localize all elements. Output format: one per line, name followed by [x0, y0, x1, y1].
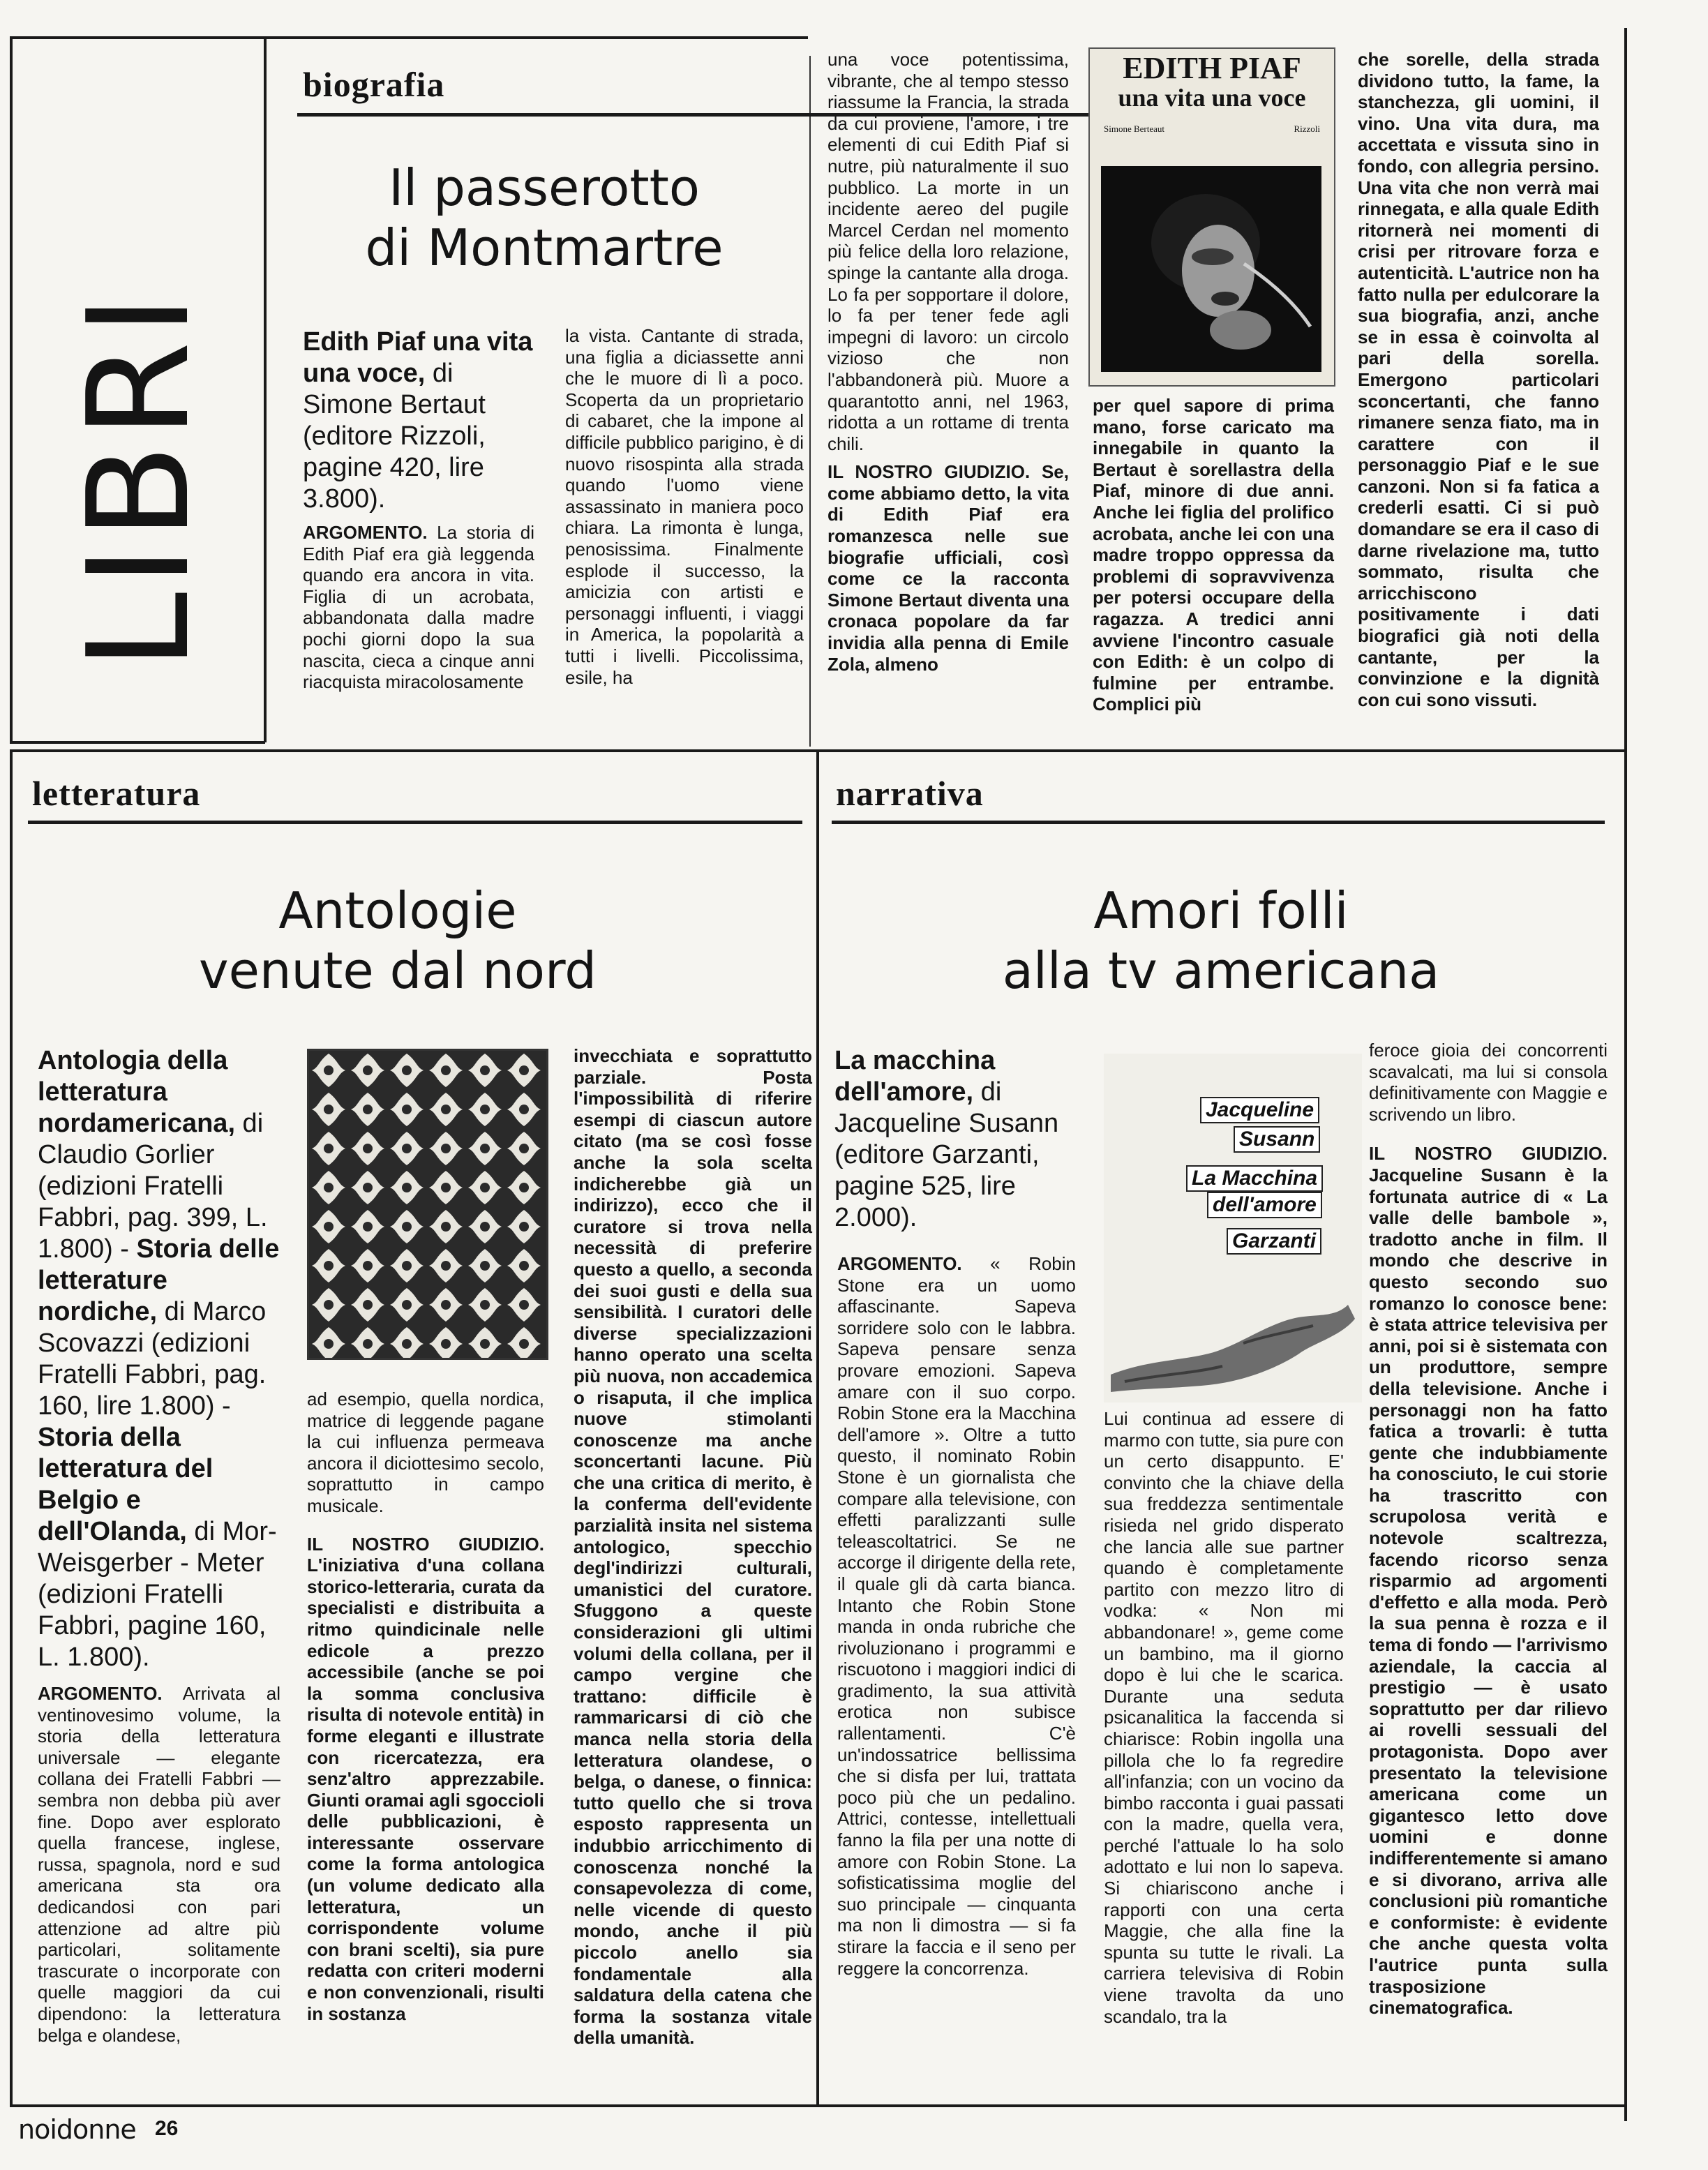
headline-letteratura — [84, 881, 712, 1001]
bottom-border — [10, 2104, 1627, 2107]
argomento-label: ARGOMENTO. — [303, 522, 428, 543]
giudizio-label: IL NOSTRO GIUDIZIO. — [307, 1533, 544, 1555]
left-border-top — [10, 36, 13, 742]
headline-biografia — [300, 158, 788, 278]
biografia-column-3 — [827, 49, 1069, 675]
giudizio-label: IL NOSTRO GIUDIZIO. — [1369, 1143, 1608, 1165]
book-details-2: di Marco Scovazzi (edizioni Fratelli Fabbri, pag. 160, lire 1.800) - — [38, 1297, 267, 1421]
biografia-lead — [303, 327, 534, 515]
letteratura-argomento — [38, 1683, 280, 2046]
giudizio-text: Jacqueline Susann è la fortunata autrice di « La valle delle bambole », tradotto anche in film. Il mondo che descrive in questo secondo suo romanzo lo conosce bene: è stata attrice televisiva per anni, poi si è sistemata con un produttore, sempre della televisione. Anche i personaggi non ha fatto fatica a trovarli: è tutta gente che indubbiamente ha conosciuto, le cui storie ha trascritto con scrupolosa verità e notevole scaltrezza, facendo ricorso senza risparmio ad argomenti d'effetto e alla moda. Però la sua penna è rozza e il tema di fondo — l'arrivismo aziendale, la caccia al prestigio — è usato soprattutto per dar rilievo ai rovelli sessuali del protagonista. Dopo aver presentato la televisione americana come un gigantesco letto dove uomini e donne indifferentemente si amano e si divorano, arriva alle conclusioni più romantiche e conformiste: è evidente che anche questa volta l'autrice punta sulla trasposizione cinematografica. — [1369, 1164, 1608, 2019]
argomento-label: ARGOMENTO. — [38, 1683, 163, 1704]
narrativa-lead — [834, 1045, 1076, 1234]
letteratura-column-3: invecchiata e soprattutto parziale. Posta l'impossibilità di riferire esempi di ciascun autore citato (ma se così fosse anche la sola scelta indicherebbe già un indirizzo), ecco che il curatore si trova nella necessità di preferire questo a quello, a seconda dei suoi gusti e della sua sensibilità. I curatori delle diverse specializzazioni hanno operato una scelta più nuova, non accademica o risaputa, il che implica nuove stimolanti conoscenze ma anche sconcertanti lacune. Più che una critica di merito, è la conferma dell'evidente parzialità insita nel sistema antologico, specchio degl'indirizzi culturali, umanistici del curatore. Sfuggono a queste considerazioni gli ultimi volumi della collana, per il campo vergine che trattano: difficile è rammaricarsi di ciò che manca nella storia della letteratura olandese, o belga, o danese, o finnica: tutto quello che si trova esposto rappresenta un indubbio arricchimento di conoscenza nonché la consapevolezza di come, nelle vicende di questo mondo, anche il più piccolo anello sia fondamentale alla saldatura della catena che forma la sostanza vitale della umanità. — [574, 1045, 812, 2049]
argomento-text: La storia di Edith Piaf era già leggenda quando era ancora in vita. Figlia di un acrobata, abbandonata dalla madre pochi giorni dopo la sua nascita, cieca a cinque anni riacquista miracolosamente — [303, 522, 534, 693]
cover-author: Simone Berteaut — [1104, 124, 1165, 134]
cover-hands-illustration — [1104, 1277, 1362, 1402]
column-3-text: una voce potentissima, vibrante, che al tempo stesso riassume la Francia, la strada da cui proviene, l'amore, i tre elementi di cui Edith Piaf si nutre, più naturalmente il suo pubblico. La morte in un incidente aereo del pugile Marcel Cerdan nel momento più felice della loro relazione, spinge la cantante alla droga. Lo fa per sopportare il dolore, lo fa per tener fede agli impegni di lavoro: un circolo vizioso che non l'abbandonerà più. Muore a quarantotto anni, nel 1963, ridotta a un rottame di trenta chili. — [827, 49, 1069, 454]
book-title-1: Antologia della letteratura nordamericana, — [38, 1046, 235, 1138]
section-rule-narrativa — [832, 821, 1605, 824]
argomento-text: « Robin Stone era un uomo affascinante. Sapeva sorridere solo con le labbra. Sapeva pensare senza provare emozioni. Sapeva amare con il suo corpo. Robin Stone era la Macchina dell'amore ». Oltre a tutto questo, il nominato Robin Stone è un giornalista che compare alla televisione, con effetti paralizzanti sulle teleascoltatrici. Se ne accorge il dirigente della rete, il quale gli dà carta bianca. Intanto che Robin Stone manda in onda rubriche che rivoluzionano i programmi e riscuotono i maggiori indici di gradimento, la sua attività erotica non subisce rallentamenti. C'è un'indossatrice bellissima che si disfa per lui, trattata poco più che un pedalino. Attrici, contesse, intellettuali fanno la fila per una notte di amore con Robin Stone. La sofisticatissima moglie del suo principale — cinquanta ma non li dimostra — si fa stirare la faccia e il seno per reggere la concorrenza. — [837, 1253, 1076, 1979]
left-border-bottom — [10, 749, 13, 2106]
libri-side-label: LIBRI — [58, 289, 220, 670]
headline-line-1: Il passerotto — [389, 158, 700, 217]
cover-title-1: La Macchina — [1186, 1165, 1323, 1192]
book-title: La macchina dell'amore, — [834, 1046, 996, 1107]
cover-author-1: Jacqueline — [1200, 1097, 1319, 1123]
argomento-text: Arrivata al ventinovesimo volume, la storia della letteratura universale — elegante collana dei Fratelli Fabbri — sembra non debba più aver fine. Dopo aver esplorato quella francese, inglese, russa, spagnola, nord e sud americana sta ora dedicandosi con pari attenzione ad altre più particolari, solitamente trascurate o incorporate con quelle maggiori da cui dipendono: la letteratura belga e olandese, — [38, 1683, 280, 2046]
cover-author-2: Susann — [1234, 1126, 1320, 1153]
biografia-column-5: che sorelle, della strada dividono tutto, la fame, la stanchezza, gli uomini, il vino. Una vita dura, ma accettata e vissuta sino in fondo, con allegria persino. Una vita che non verrà mai rinnegata, e alla quale Edith ritornerà nei momenti di crisi per ritrovare forza e autenticità. L'autrice non ha fatto nulla per edulcorare la sua biografia, anzi, anche se in essa è coinvolta al pari della sorella. Emergono particolari sconcertanti, che fanno rimanere senza fiato, ma in carattere con il personaggio Piaf e le sue canzoni. Non si fa fatica a crederli esatti. Ci si può domandare se era il caso di darne rivelazione ma, tutto sommato, risulta che arricchiscono positivamente i dati biografici già noti della cantante, per la convinzione e la dignità con cui sono vissuti. — [1358, 49, 1599, 710]
narrativa-column-2: Lui continua ad essere di marmo con tutte, sia pure con un certo disappunto. E' convinto che la chiave della sua freddezza sentimentale risieda nel grido disperato che lancia alle sue partner quando è completamente partito con mezzo litro di vodka: « Non mi abbandonare! », geme come un bambino, ma il giorno dopo è lui che le scarica. Durante una seduta psicanalitica la faccenda si chiarisce: Robin ingolla una pillola che lo fa regredire all'infanzia; con un vocino da bimbo racconta i guai passati con la madre, quella vera, perché l'attuale lo ha solo adottato e lui non lo sapeva. Si chiariscono anche i rapporti con una certa Maggie, che alla fine la spunta su tutte le rivali. La carriera televisiva di Robin viene travolta da uno scandalo, tra la — [1104, 1408, 1344, 2027]
letteratura-lead — [38, 1045, 280, 1673]
column-2-text: ad esempio, quella nordica, matrice di leggende pagane la cui influenza permeava ancora il diciottesimo secolo, soprattutto in campo musicale. — [307, 1389, 544, 1516]
book-details-3: di Mor-Weisgerber - Meter (edizioni Fratelli Fabbri, pagine 160, L. 1.800). — [38, 1517, 277, 1672]
magazine-name: noidonne — [18, 2114, 136, 2145]
headline-line-2: di Montmartre — [365, 218, 724, 277]
biografia-column-4: per quel sapore di prima mano, forse caricato ma innegabile in quanto la Bertaut è sorellastra della Piaf, minore di due anni. Anche lei figlia del prolifico acrobata, anche lei con una madre troppo oppressa da problemi di sopravvivenza per potersi occupare della ragazza. A tredici anni avviene l'incontro casuale con Edith: è un colpo di fulmine per entrambe. Complici più — [1093, 395, 1334, 715]
narrativa-argomento — [837, 1253, 1076, 1979]
portrait-illustration — [1101, 166, 1321, 372]
headline-line-2: venute dal nord — [198, 941, 597, 1000]
book-details: di Jacqueline Susann (editore Garzanti, pagine 525, lire 2.000). — [834, 1077, 1059, 1232]
book-title-2: Storia delle letterature nordiche, — [38, 1234, 280, 1326]
book-details: di Simone Bertaut (editore Rizzoli, pagine 420, lire 3.800). — [303, 359, 486, 514]
bottom-center-divider — [816, 751, 819, 2104]
top-border — [10, 36, 808, 39]
book-cover-edith-piaf — [1088, 47, 1335, 387]
libri-box-bottom — [10, 741, 265, 744]
cover-title: EDITH PIAF — [1123, 51, 1301, 85]
book-details-1: di Claudio Gorlier (edizioni Fratelli Fabbri, pag. 399, L. 1.800) - — [38, 1109, 268, 1264]
headline-line-1: Amori folli — [1093, 881, 1349, 940]
giudizio-text: L'iniziativa d'una collana storico-letteraria, curata da specialisti e distribuita a ritmo quindicinale nelle edicole a prezzo accessibile (anche se poi la somma conclusiva risulta di notevole entità) in forme eleganti e illustrate con ricercatezza, era senz'altro apprezzabile. Giunti oramai agli sgoccioli delle pubblicazioni, è interessante osservare come la forma antologica (un volume dedicato alla letteratura, un corrispondente volume con brani scelti), sia pure redatta con criteri moderni e non convenzionali, risulti in sostanza — [307, 1555, 544, 2024]
cover-portrait-photo — [1101, 166, 1321, 372]
biografia-column-2: la vista. Cantante di strada, una figlia a diciassette anni che le muore di lì a poco. Scoperta da un proprietario di cabaret, che la impone al difficile pubblico parigino, è di nuovo risospinta alla strada quando l'uomo viene assassinato in maniera poco chiara. La rimonta è lunga, penosissima. Finalmente esplode il successo, la amicizia con artisti e personaggi influenti, i viaggi in America, la popolarità a tutti i livelli. Piccolissima, esile, ha — [565, 325, 804, 688]
section-label-letteratura: letteratura — [32, 774, 201, 813]
cover-subtitle: una vita una voce — [1118, 84, 1306, 112]
letteratura-column-2 — [307, 1389, 544, 2024]
section-label-narrativa: narrativa — [836, 774, 984, 813]
headline-line-2: alla tv americana — [1002, 941, 1440, 1000]
right-border — [1624, 28, 1627, 2121]
narrativa-column-3 — [1369, 1040, 1608, 2019]
section-label-biografia: biografia — [303, 65, 445, 104]
book-title-3: Storia della letteratura del Belgio e dell'Olanda, — [38, 1423, 214, 1546]
cover-publisher: Garzanti — [1227, 1228, 1321, 1255]
libri-column-divider — [264, 36, 267, 742]
page-number: 26 — [155, 2117, 179, 2140]
book-title: Edith Piaf una vita una voce, — [303, 327, 533, 388]
giudizio-label: IL NOSTRO GIUDIZIO. — [827, 461, 1031, 483]
biografia-argomento — [303, 522, 534, 693]
top-column-divider — [809, 56, 811, 747]
book-cover-macchina-amore — [1104, 1054, 1362, 1402]
headline-line-1: Antologie — [278, 881, 517, 940]
book-cover-pattern — [307, 1049, 548, 1360]
section-rule-letteratura — [28, 821, 802, 824]
cover-title-2: dell'amore — [1207, 1192, 1322, 1218]
ornamental-pattern-illustration — [309, 1051, 546, 1358]
giudizio-text: Se, come abbiamo detto, la vita di Edith Piaf era romanzesca nelle sue biografie ufficiali, così come ce la racconta Simone Bertaut diventa una cronaca popolare da far invidia alla penna di Emile Zola, almeno — [827, 461, 1069, 675]
argomento-label: ARGOMENTO. — [837, 1253, 962, 1274]
headline-narrativa — [872, 881, 1570, 1001]
column-3-text: feroce gioia dei concorrenti scavalcati, ma lui si consola definitivamente con Maggie e scrivendo un libro. — [1369, 1040, 1608, 1125]
cover-publisher: Rizzoli — [1294, 124, 1320, 134]
